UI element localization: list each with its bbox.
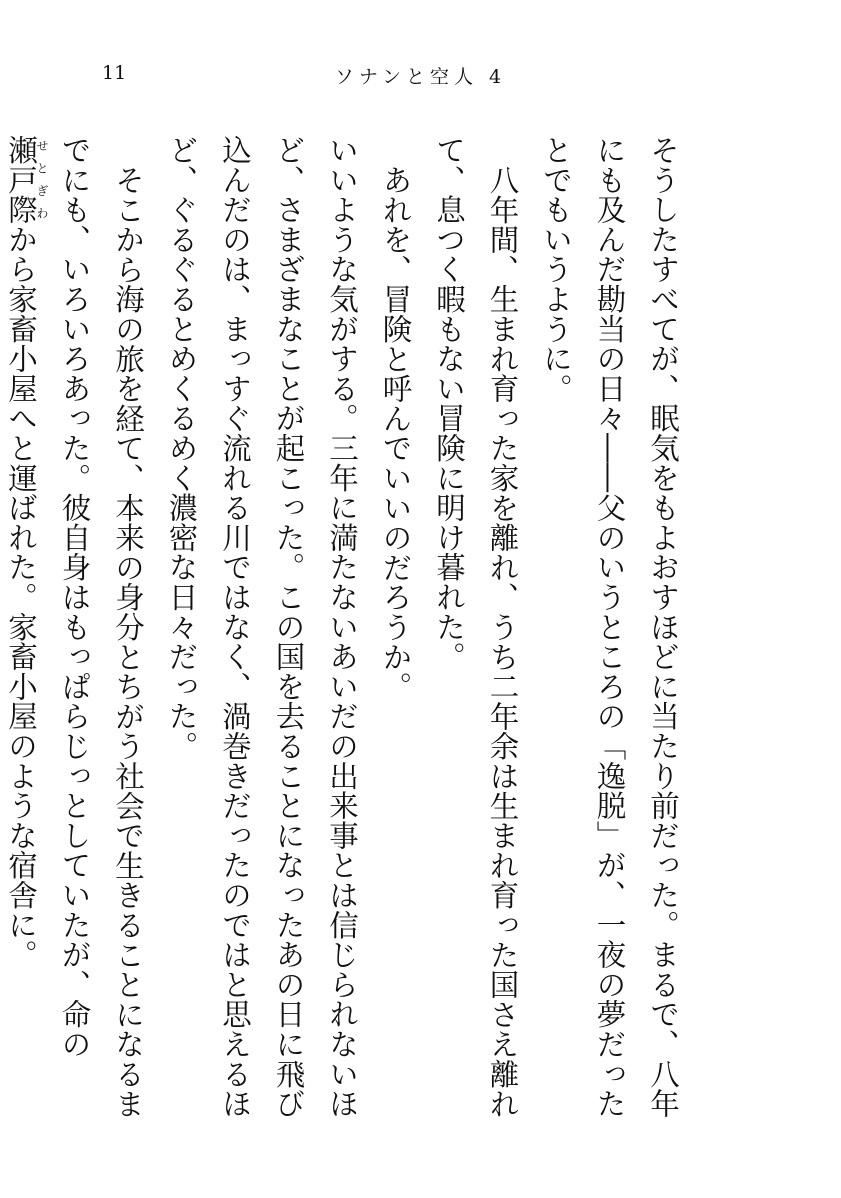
furigana: せとぎわ: [35, 135, 49, 225]
paragraph: [0, 135, 154, 1135]
ruby-base: 瀬戸際: [4, 135, 38, 225]
paragraph: [368, 135, 422, 1135]
paragraph: [154, 135, 368, 1135]
page-header: [0, 62, 841, 92]
text-run: そこから海の旅を経て、本来の身分とちがう社会で生きることになるまでにも、いろいろあった。彼自身はもっぱらじっとしていたが、命の: [57, 135, 145, 1119]
text-run: から家畜小屋へと運ばれた。家畜小屋のような宿舎に。: [4, 224, 38, 970]
text-run: 八年間、生まれ育った家を離れ、うち二年余は生まれ育った国さえ離れて、息つく暇もない冒険に明け暮れた。: [432, 135, 520, 1119]
paragraph: [422, 135, 529, 1135]
text-run: あれを、冒険と呼んでいいのだろうか。: [378, 164, 413, 701]
paragraph: [529, 135, 690, 1135]
running-title: ソナンと空人 4: [334, 66, 507, 88]
ruby-word: [4, 135, 49, 225]
body-text: [0, 135, 689, 1135]
page-number: 11: [102, 62, 127, 84]
text-run: いいような気がする。三年に満たないあいだの出来事とは信じられないほど、さまざまなことが起こった。この国を去ることになったあの日に飛び込んだのは、まっすぐ流れる川ではなく、渦巻きだったのではと思えるほど、ぐるぐるとめくるめく濃密な日々だった。: [164, 135, 359, 1119]
text-run: そうしたすべてが、眠気をもよおすほどに当たり前だった。まるで、八年にも及んだ勘当の日々――父のいうところの「逸脱」が、一夜の夢だったとでもいうように。: [539, 135, 680, 1119]
